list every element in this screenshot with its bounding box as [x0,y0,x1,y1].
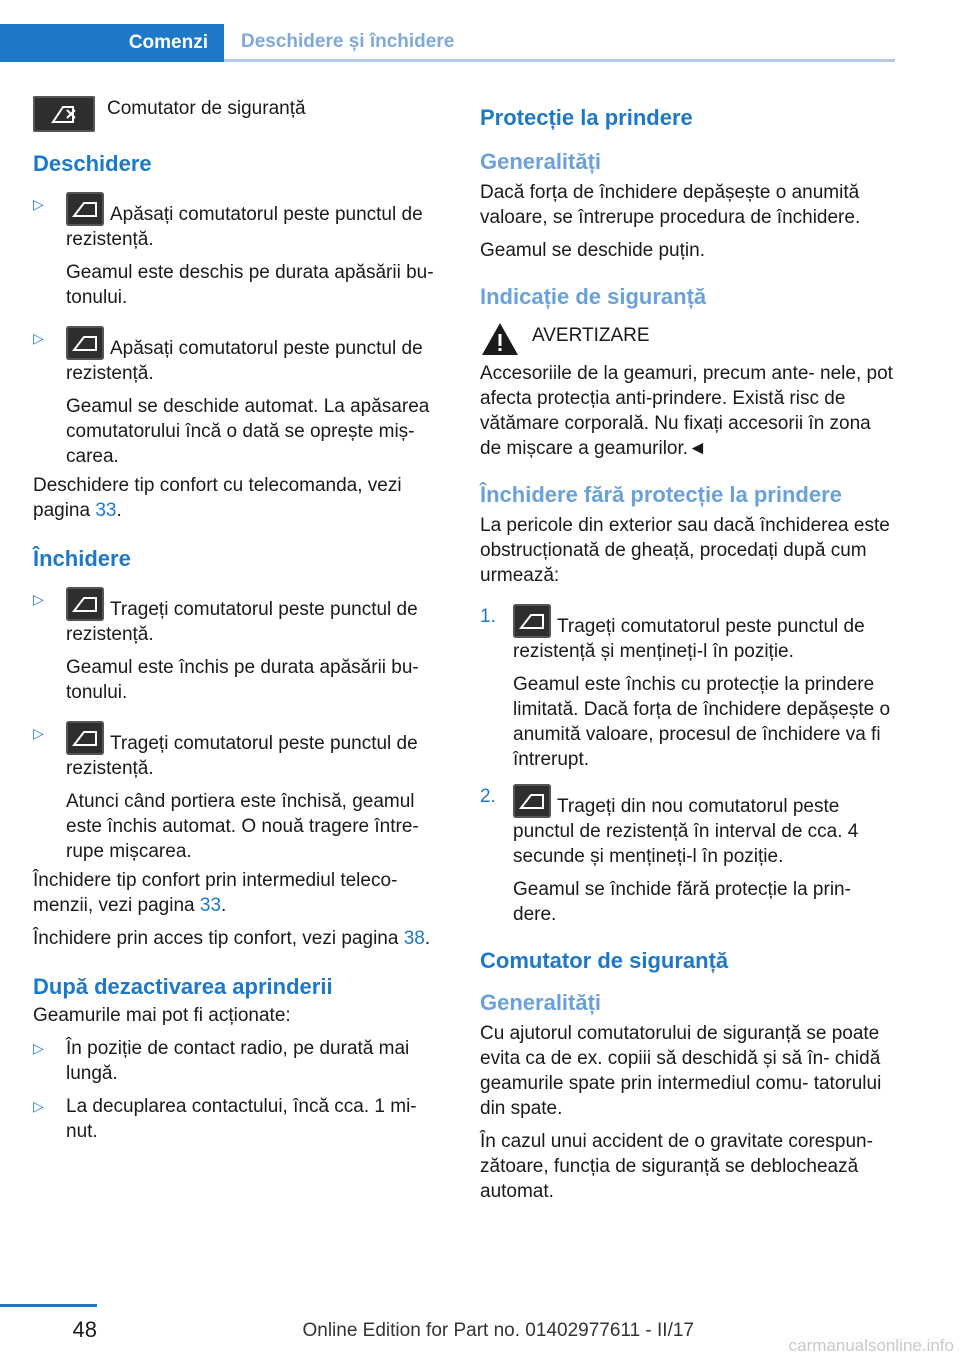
no-protection-heading: Închidere fără protecție la prindere [480,482,842,507]
no-protection-intro: La pericole din exterior sau dacă închiderea este obstrucționată de gheață, procedați după cum urmează: [480,515,890,586]
warning-title: AVERTIZARE [532,325,650,346]
left-column [33,96,448,1152]
list-item: ▷ Apăsați comutatorul peste punctul de rezistență. [33,326,448,386]
general-paragraph: Dacă forța de închidere depășește o anumită valoare, se întrerupe procedura de închidere. [480,182,861,228]
warning-text: Accesoriile de la geamuri, precum ante‐ nele, pot afecta protecția anti-prindere. Există risc de vătămare corporală. Nu fixați accesorii în zona de mișcare a geamurilor.◄ [480,363,893,459]
triangle-bullet-icon: ▷ [33,1098,44,1114]
page-number: 48 [72,1317,97,1342]
numbered-step: 2. Trageți din nou comutatorul peste punctul de rezistență în interval de cca. 4 secunde și mențineți-l în poziție. [480,786,859,867]
step-number: 1. [480,606,496,627]
window-switch-icon [66,192,104,226]
triangle-bullet-icon: ▷ [33,591,44,607]
triangle-bullet-icon: ▷ [33,196,44,212]
safety-switch-row [33,96,448,132]
tab-deschidere-inchidere[interactable]: Deschidere și închidere [224,24,895,62]
safety-note-heading: Indicație de siguranță [480,284,707,309]
edition-text: Online Edition for Part no. 01402977611 - II/17 [302,1320,694,1341]
window-switch-icon [513,784,551,818]
list-item: ▷ În poziție de contact radio, pe durată mai lungă. [33,1038,410,1084]
triangle-bullet-icon: ▷ [33,1040,44,1056]
after-intro: Geamurile mai pot fi acționate: [33,1005,291,1026]
list-item: ▷ Trageți comutatorul peste punctul de rezistență. [33,721,448,781]
header-tabs [0,24,895,62]
window-switch-icon [513,604,551,638]
step-result: Geamul este închis cu protecție la prindere limitată. Dacă forța de închidere depășește o anumită valoare, procesul de închidere va fi întrerupt. [513,674,891,770]
switch-heading: Comutator de siguranță [480,948,729,973]
list-item: ▷ La decuplarea contactului, încă cca. 1 mi‐ nut. [33,1096,417,1142]
list-item-result: Geamul este deschis pe durata apăsării bu‐ tonului. [66,262,434,308]
page-link[interactable]: 33 [95,500,117,521]
tab-comenzi[interactable]: Comenzi [0,24,224,62]
list-item-result: Geamul se deschide automat. La apăsarea comutatorului încă o dată se oprește miș‐ carea. [66,396,430,467]
list-item: ▷ Apăsați comutatorul peste punctul de rezistență. [33,192,448,252]
window-switch-icon [66,326,104,360]
close-access-text: Închidere prin acces tip confort, vezi pagina 38. [33,928,431,949]
triangle-bullet-icon: ▷ [33,330,44,346]
list-item: ▷ Trageți comutatorul peste punctul de rezistență. [33,587,448,647]
list-item-result: Atunci când portiera este închisă, geamul este închis automat. O nouă tragere între‐ rupe mișcarea. [66,791,419,862]
window-switch-icon [66,721,104,755]
warning-triangle-icon [480,321,520,357]
open-heading: Deschidere [33,151,152,176]
safety-switch-label: Comutator de siguranță [107,98,306,119]
list-item-result: Geamul este închis pe durata apăsării bu‐ tonului. [66,657,419,703]
window-switch-icon [66,587,104,621]
safety-switch-icon [33,96,95,132]
after-heading: După dezactivarea aprinderii [33,974,333,999]
general-paragraph: Geamul se deschide puțin. [480,240,705,261]
warning-block [480,321,896,357]
triangle-bullet-icon: ▷ [33,725,44,741]
right-column [480,104,896,1212]
close-comfort-text: Închidere tip confort prin intermediul teleco‐ menzii, vezi pagina 33. [33,870,398,916]
close-heading: Închidere [33,546,131,571]
general-heading: Generalități [480,149,602,174]
numbered-step: 1. Trageți comutatorul peste punctul de rezistență și mențineți-l în poziție. [480,606,865,662]
switch-paragraph: În cazul unui accident de o gravitate corespun‐ zătoare, funcția de siguranță se deblochează automat. [480,1131,873,1202]
switch-paragraph: Cu ajutorul comutatorului de siguranță se poate evita ca de ex. copiii să deschidă și să în‐ chidă geamurile spate prin intermediul comu‐ tatorului din spate. [480,1023,882,1119]
footer-rule [0,1304,97,1307]
open-comfort-text: Deschidere tip confort cu telecomanda, vezi pagina 33. [33,475,402,521]
watermark-logo: carmanualsonline.info [788,1336,954,1355]
step-result: Geamul se închide fără protecție la prin‐ dere. [513,879,851,925]
step-number: 2. [480,786,496,807]
protection-heading: Protecție la prindere [480,105,693,130]
page-link[interactable]: 33 [199,895,222,916]
switch-general-heading: Generalități [480,990,602,1015]
page-link[interactable]: 38 [403,928,425,949]
